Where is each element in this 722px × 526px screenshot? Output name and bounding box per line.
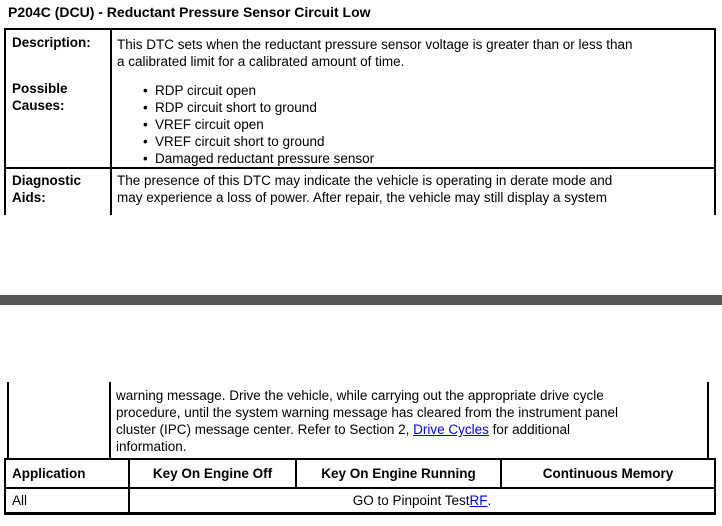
page-title: P204C (DCU) - Reductant Pressure Sensor Circuit Low [8,4,371,20]
description-cell [112,30,714,167]
application-table [4,458,716,515]
pinpoint-test-cell [130,489,714,512]
cause-item: • RDP circuit open [117,82,710,99]
description-label: Description: [12,35,91,50]
continuation-line [116,421,703,438]
cause-item: • VREF circuit open [117,116,710,133]
description-causes-row [6,30,714,167]
header-continuous-memory: Continuous Memory [542,466,674,481]
dtc-table [4,28,716,215]
empty-label-column [9,382,111,458]
header-application: Application [6,460,130,487]
description-line: This DTC sets when the reductant pressure sensor voltage is greater than or less than [117,37,633,52]
application-header-row [6,460,714,489]
drive-cycles-link[interactable]: Drive Cycles [413,422,489,437]
continuation-line: information. [116,439,187,454]
diagnostic-aids-row [6,167,714,215]
possible-causes-label: Possible Causes: [12,81,68,113]
header-key-on-engine-off: Key On Engine Off [130,460,297,487]
continuation-text-cell [111,382,707,458]
row-label-column [6,30,112,167]
diagnostic-aids-cell [112,169,714,215]
possible-causes-list [117,82,710,167]
diagnostic-aids-label: Diagnostic Aids: [6,169,112,215]
continuation-line: procedure, until the system warning message has cleared from the instrument panel [116,405,619,420]
continuation-line: warning message. Drive the vehicle, while carrying out the appropriate drive cycle [116,388,604,403]
continuation-text: cluster (IPC) message center. Refer to Section 2, [116,422,414,437]
application-data-row [6,489,714,512]
rf-link[interactable]: RF [469,493,488,508]
diagnostic-aids-line: may experience a loss of power. After repair, the vehicle may still display a system [117,190,607,205]
action-text: . [487,493,492,508]
diagnostic-aids-line: The presence of this DTC may indicate the vehicle is operating in derate mode and [117,173,613,188]
diagnostic-aids-continuation [7,382,709,458]
page-break-band [0,295,722,305]
action-text: GO to Pinpoint Test [352,493,470,508]
cause-item: • Damaged reductant pressure sensor [117,150,710,167]
cause-item: • RDP circuit short to ground [117,99,710,116]
cause-item: • VREF circuit short to ground [117,133,710,150]
description-line: a calibrated limit for a calibrated amount of time. [117,54,405,69]
header-key-on-engine-running: Key On Engine Running [297,460,502,487]
application-value: All [6,489,130,512]
continuation-text: for additional [488,422,570,437]
